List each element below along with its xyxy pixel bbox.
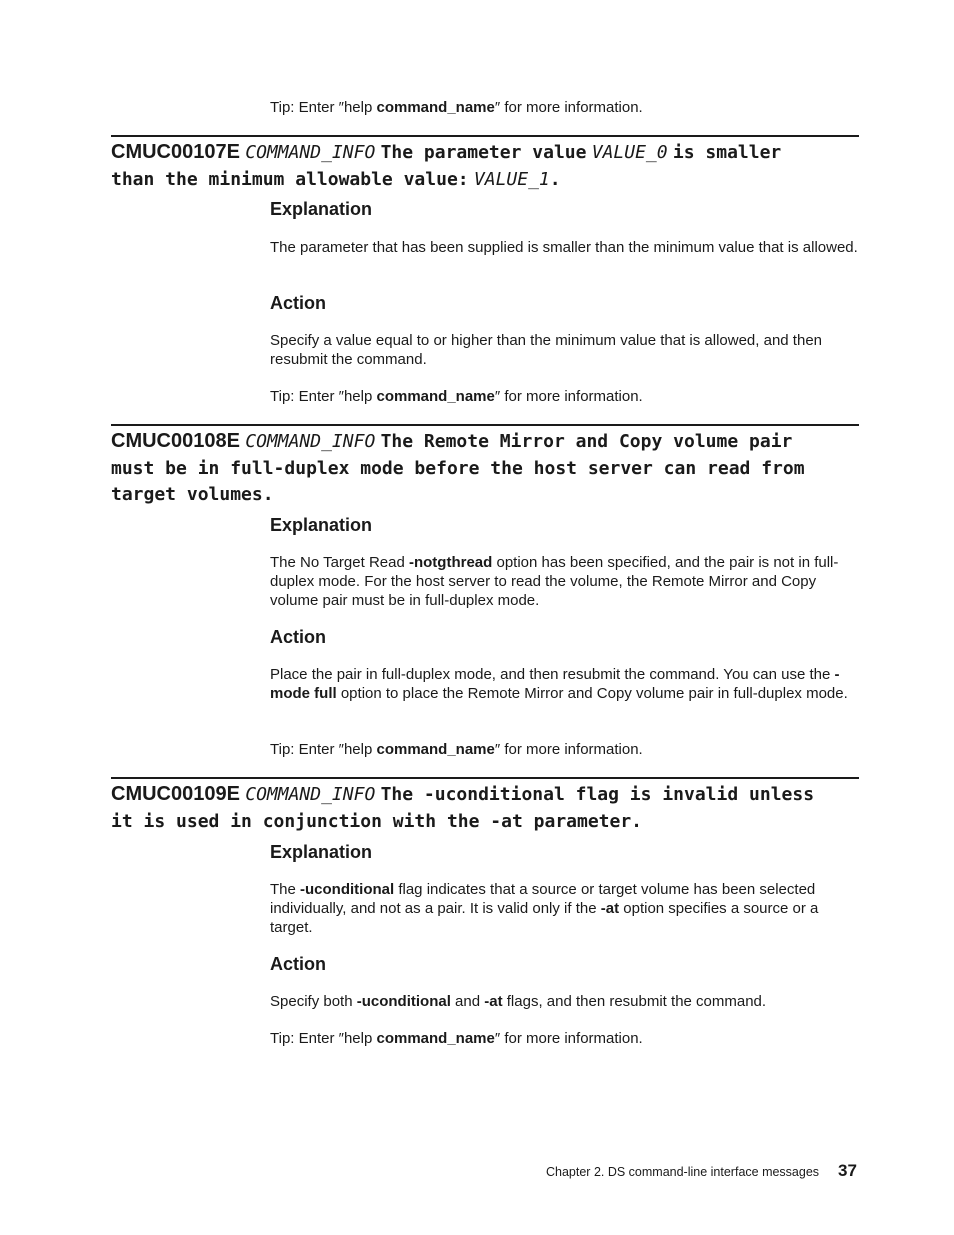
message-info-var: COMMAND_INFO: [245, 142, 376, 163]
tip-text: [270, 1029, 860, 1048]
message-var: VALUE_1: [473, 168, 550, 190]
section-divider: [111, 424, 859, 426]
message-text: target volumes.: [111, 484, 274, 505]
message-text: .: [549, 168, 561, 190]
tip-suffix: ″ for more information.: [494, 388, 643, 405]
message-heading: [111, 139, 859, 193]
action-text: Specify both -uconditional and -at flags, and then resubmit the command.: [270, 993, 767, 1010]
action-heading: Action: [270, 627, 326, 647]
message-text: than the minimum allowable value:: [111, 168, 469, 190]
message-text: is smaller: [672, 142, 782, 163]
message-info-var: COMMAND_INFO: [245, 784, 376, 805]
message-id: CMUC00109E: [111, 783, 240, 805]
tip-prefix: Tip: Enter ″help: [270, 741, 377, 758]
explanation-text: The No Target Read -notgthread option has been specified, and the pair is not in full-duplex mode. For the host server to read the volume, the Remote Mirror and Copy volume pair must be in full-duplex mode.: [270, 554, 839, 609]
flag-name: -at: [600, 900, 620, 917]
tip-command: command_name: [376, 1030, 495, 1047]
message-text: The -uconditional flag is invalid unless: [380, 784, 815, 805]
flag-name: -at: [484, 993, 503, 1010]
tip-suffix: ″ for more information.: [494, 99, 643, 116]
section-divider: [111, 135, 859, 137]
message-text: must be in full-duplex mode before the host server can read from: [111, 457, 805, 479]
message-id: CMUC00107E: [111, 141, 240, 163]
action-text: Place the pair in full-duplex mode, and then resubmit the command. You can use the -mode full option to place the Remote Mirror and Copy volume pair in full-duplex mode.: [270, 666, 848, 702]
tip-text: [270, 387, 860, 406]
explanation-text: The -uconditional flag indicates that a source or target volume has been selected individually, and not as a pair. It is valid only if the -at option specifies a source or a target.: [270, 881, 819, 936]
tip-prefix: Tip: Enter ″help: [270, 1030, 377, 1047]
tip-text: [270, 98, 860, 117]
tip-prefix: Tip: Enter ″help: [270, 99, 377, 116]
explanation-heading: Explanation: [270, 515, 373, 535]
explanation-heading: Explanation: [270, 842, 373, 862]
flag-name: -notgthread: [408, 554, 493, 571]
tip-prefix: Tip: Enter ″help: [270, 388, 377, 405]
tip-suffix: ″ for more information.: [494, 741, 643, 758]
flag-name: -mode full: [270, 666, 840, 702]
tip-command: command_name: [376, 741, 495, 758]
message-text: it is used in conjunction with the -at parameter.: [111, 810, 643, 832]
action-text: Specify a value equal to or higher than the minimum value that is allowed, and then resubmit the command.: [270, 332, 822, 368]
tip-command: command_name: [376, 99, 495, 116]
message-id: CMUC00108E: [111, 430, 240, 452]
message-heading: [111, 428, 859, 509]
explanation-text: The parameter that has been supplied is smaller than the minimum value that is allowed.: [270, 239, 858, 256]
tip-command: command_name: [376, 388, 495, 405]
explanation-heading: Explanation: [270, 199, 373, 219]
page-number: 37: [838, 1161, 857, 1180]
message-text: The parameter value: [380, 142, 587, 163]
tip-suffix: ″ for more information.: [494, 1030, 643, 1047]
footer-chapter: Chapter 2. DS command-line interface messages: [546, 1165, 820, 1179]
flag-name: -uconditional: [356, 993, 451, 1010]
message-heading: [111, 781, 859, 835]
tip-text: [270, 740, 860, 759]
action-heading: Action: [270, 954, 326, 974]
message-info-var: COMMAND_INFO: [245, 431, 376, 452]
message-text: The Remote Mirror and Copy volume pair: [380, 431, 793, 452]
section-divider: [111, 777, 859, 779]
flag-name: -uconditional: [300, 881, 395, 898]
action-heading: Action: [270, 293, 326, 313]
message-var: VALUE_0: [591, 142, 668, 163]
